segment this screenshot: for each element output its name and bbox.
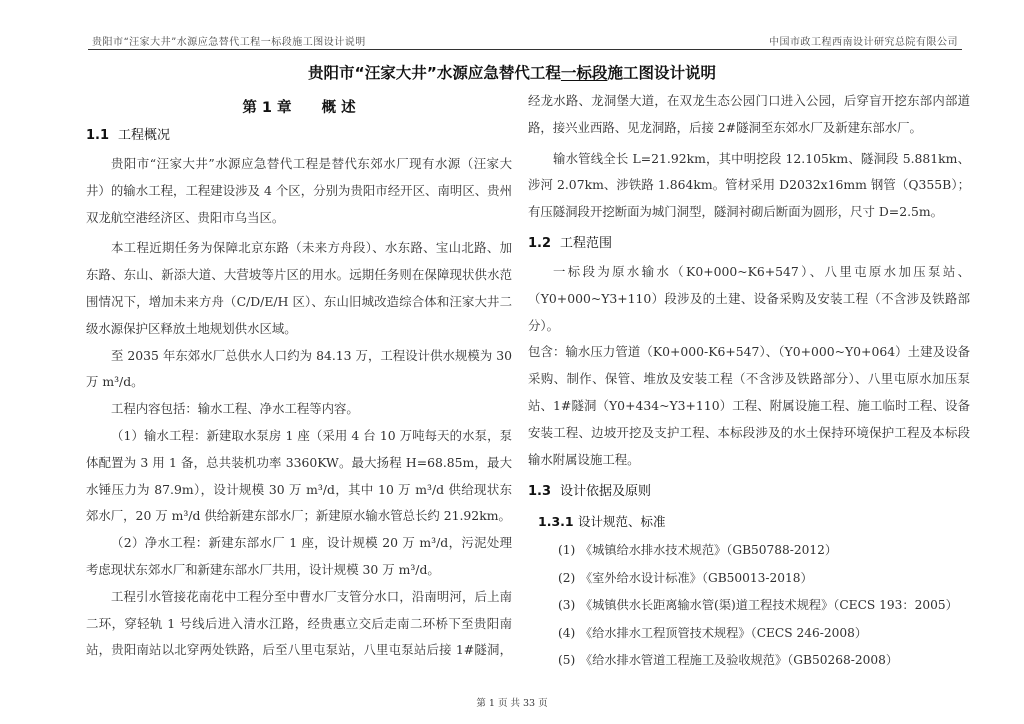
document-title-pre: 贵阳市“汪家大井”水源应急替代工程 [308, 64, 561, 82]
paragraph: 贵阳市“汪家大井”水源应急替代工程是替代东郊水厂现有水源（汪家大井）的输水工程，工程建设涉及 4 个区，分别为贵阳市经开区、南明区、贵州双龙航空港经济区、贵阳市乌当区。 [86, 156, 512, 225]
running-header-left: 贵阳市“汪家大井”水源应急替代工程一标段施工图设计说明 [92, 37, 366, 48]
section-title: 工程概况 [118, 128, 171, 143]
section-number: 1.2 [528, 235, 552, 251]
section-heading-1-2 [528, 229, 970, 259]
chapter-title: 概 述 [321, 100, 356, 116]
paragraph-continued: 工程引水管接花南花中工程分至中曹水厂支管分水口，沿南明河，后上南二环，穿轻轨 1 号线后进入清水江路，经贵惠立交后走南二环桥下至贵阳南站，贵阳南站以北穿两处铁路，后至八里屯泵站，八里屯泵站后接 1#隧洞， [86, 588, 512, 658]
section-heading-1-3 [528, 477, 970, 507]
document-title-underlined: 一标段 [560, 64, 608, 82]
running-header-right: 中国市政工程西南设计研究总院有限公司 [769, 37, 958, 48]
paragraph: 一标段为原水输水（K0+000~K6+547）、八里屯原水加压泵站、（Y0+000~Y3+110）段涉及的土建、设备采购及安装工程（不含涉及铁路部分）。 [528, 263, 970, 333]
section-number: 1.3 [528, 484, 552, 500]
subsection-number: 1.3.1 [538, 514, 574, 530]
section-title: 工程范围 [560, 235, 613, 251]
paragraph: 输水管线全长 L=21.92km，其中明挖段 12.105km、隧洞段 5.881km、涉河 2.07km、涉铁路 1.864km。管材采用 D2032x16mm 钢管（Q355B）；有压隧洞段开挖断面为城门洞型，隧洞衬砌后断面为圆形，尺寸 D=2.5m。 [528, 150, 970, 220]
left-column [86, 95, 512, 664]
section-title: 设计依据及原则 [560, 484, 652, 500]
paragraph: 包含：输水压力管道（K0+000-K6+547）、（Y0+000~Y0+064）土建及设备采购、制作、保管、堆放及安装工程（不含涉及铁路部分）、八里屯原水加压泵站、1#隧洞（Y0+434~Y3+110）工程、附属设施工程、施工临时工程、设备安装工程、边坡开挖及支护工程、本标段涉及的水土保持环境保护工程及本标段输水附属设施工程。 [528, 344, 970, 467]
subsection-title: 设计规范、标准 [578, 514, 666, 530]
paragraph: 至 2035 年东郊水厂总供水人口约为 84.13 万，工程设计供水规模为 30 万 m³/d。 [86, 347, 512, 390]
paragraph: （2）净水工程：新建东部水厂 1 座，设计规模 20 万 m³/d，污泥处理考虑现状东郊水厂和新建东部水厂共用，设计规模 30 万 m³/d。 [86, 535, 512, 577]
section-number: 1.1 [86, 128, 110, 143]
paragraph: 本工程近期任务为保障北京东路（未来方舟段）、水东路、宝山北路、加东路、东山、新添大道、大营坡等片区的用水。远期任务则在保障现状供水范围情况下，增加未来方舟（C/D/E/H 区）、东山旧城改造综合体和汪家大井二级水源保护区释放土地规划供水区域。 [86, 240, 512, 336]
paragraph: （1）输水工程：新建取水泵房 1 座（采用 4 台 10 万吨每天的水泵，泵体配置为 3 用 1 备，总共装机功率 3360KW。最大扬程 H=68.85m，最大水锤压力为 87.9m），设计规模 30 万 m³/d，其中 10 万 m³/d 供给现状东郊水厂，20 万 m³/d 供给新建东部水厂；新建原水输水管总长约 21.92km。 [86, 427, 512, 524]
chapter-heading [86, 95, 512, 121]
section-heading-1-1 [86, 121, 512, 151]
subsection-heading-1-3-1 [528, 507, 970, 537]
header-rule [88, 49, 962, 50]
reference-item: (2) 《室外给水设计标准》（GB50013-2018） [558, 570, 813, 585]
paragraph: 工程内容包括：输水工程、净水工程等内容。 [111, 401, 359, 417]
document-title [0, 61, 1024, 83]
document-title-post: 施工图设计说明 [607, 64, 716, 82]
reference-item: (3) 《城镇供水长距离输水管(渠)道工程技术规程》（CECS 193：2005） [558, 598, 958, 613]
paragraph-continuation-window [528, 89, 970, 143]
right-column [528, 89, 970, 674]
chapter-number: 第 1 章 [242, 100, 292, 116]
reference-item: (1) 《城镇给水排水技术规范》（GB50788-2012） [558, 543, 838, 558]
reference-item: (5) 《给水排水管道工程施工及验收规范》（GB50268-2008） [558, 652, 899, 667]
paragraph-continuation: 经龙水路、龙洞堡大道，在双龙生态公园门口进入公园，后穿盲开挖东部内部道路，接兴业西路、见龙洞路，后接 2#隧洞至东郊水厂及新建东部水厂。 [528, 93, 970, 135]
page-footer: 第 1 页 共 33 页 [476, 698, 548, 709]
reference-item: (4) 《给水排水工程顶管技术规程》（CECS 246-2008） [558, 625, 868, 640]
